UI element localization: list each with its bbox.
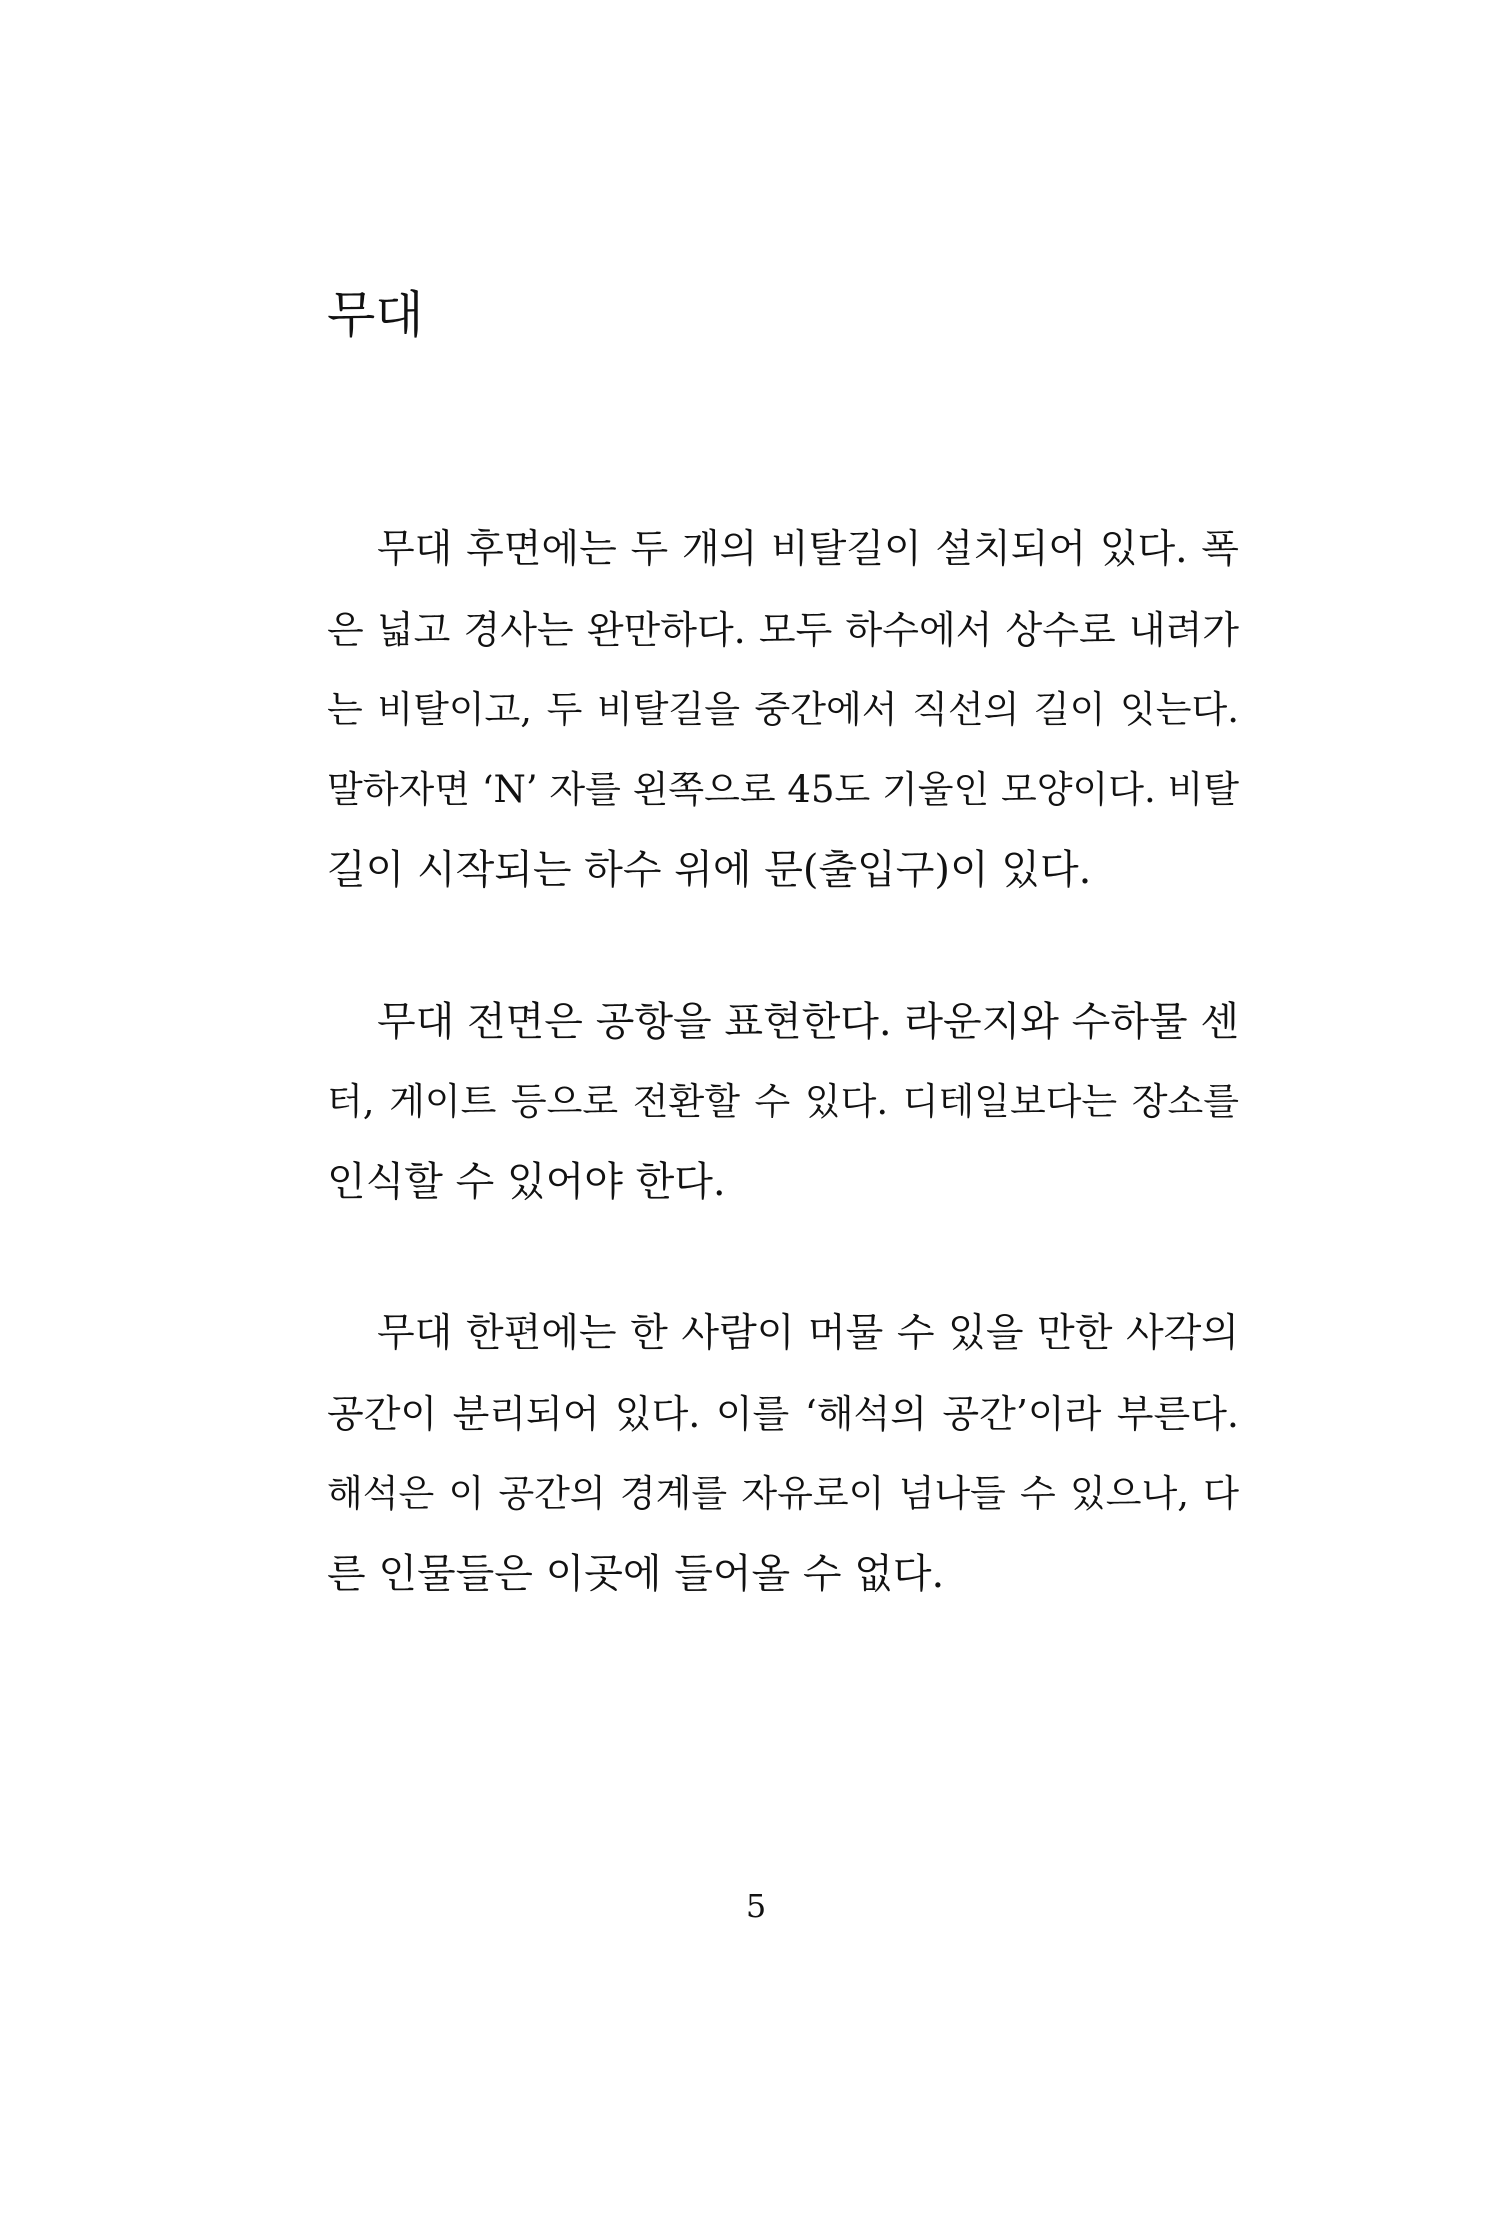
paragraph-line: 무대 후면에는 두 개의 비탈길이 설치되어 있다. 폭 [377, 527, 1239, 572]
paragraph-line: 인식할 수 있어야 한다. [327, 1159, 726, 1205]
paragraph-interpretation-space [327, 1294, 1239, 1614]
paragraph-line: 말하자면 ‘N’ 자를 왼쪽으로 45도 기울인 모양이다. 비탈 [327, 768, 1239, 811]
paragraph-line: 공간이 분리되어 있다. 이를 ‘해석의 공간’이라 부른다. [327, 1392, 1239, 1436]
page-number: 5 [745, 1887, 767, 1925]
paragraph-line: 른 인물들은 이곳에 들어올 수 없다. [327, 1551, 945, 1597]
paragraph-line: 길이 시작되는 하수 위에 문(출입구)이 있다. [327, 847, 1092, 893]
paragraph-rear-stage [327, 510, 1239, 910]
paragraph-line: 터, 게이트 등으로 전환할 수 있다. 디테일보다는 장소를 [327, 1080, 1239, 1123]
paragraph-front-stage [327, 982, 1239, 1222]
paragraph-line: 해석은 이 공간의 경계를 자유로이 넘나들 수 있으나, 다 [327, 1472, 1239, 1515]
paragraph-line: 무대 전면은 공항을 표현한다. 라운지와 수하물 센 [377, 999, 1239, 1045]
paragraph-line: 는 비탈이고, 두 비탈길을 중간에서 직선의 길이 잇는다. [327, 688, 1239, 731]
paragraph-line: 무대 한편에는 한 사람이 머물 수 있을 만한 사각의 [377, 1311, 1239, 1356]
section-title: 무대 [327, 286, 424, 344]
paragraph-line: 은 넓고 경사는 완만하다. 모두 하수에서 상수로 내려가 [327, 608, 1239, 652]
